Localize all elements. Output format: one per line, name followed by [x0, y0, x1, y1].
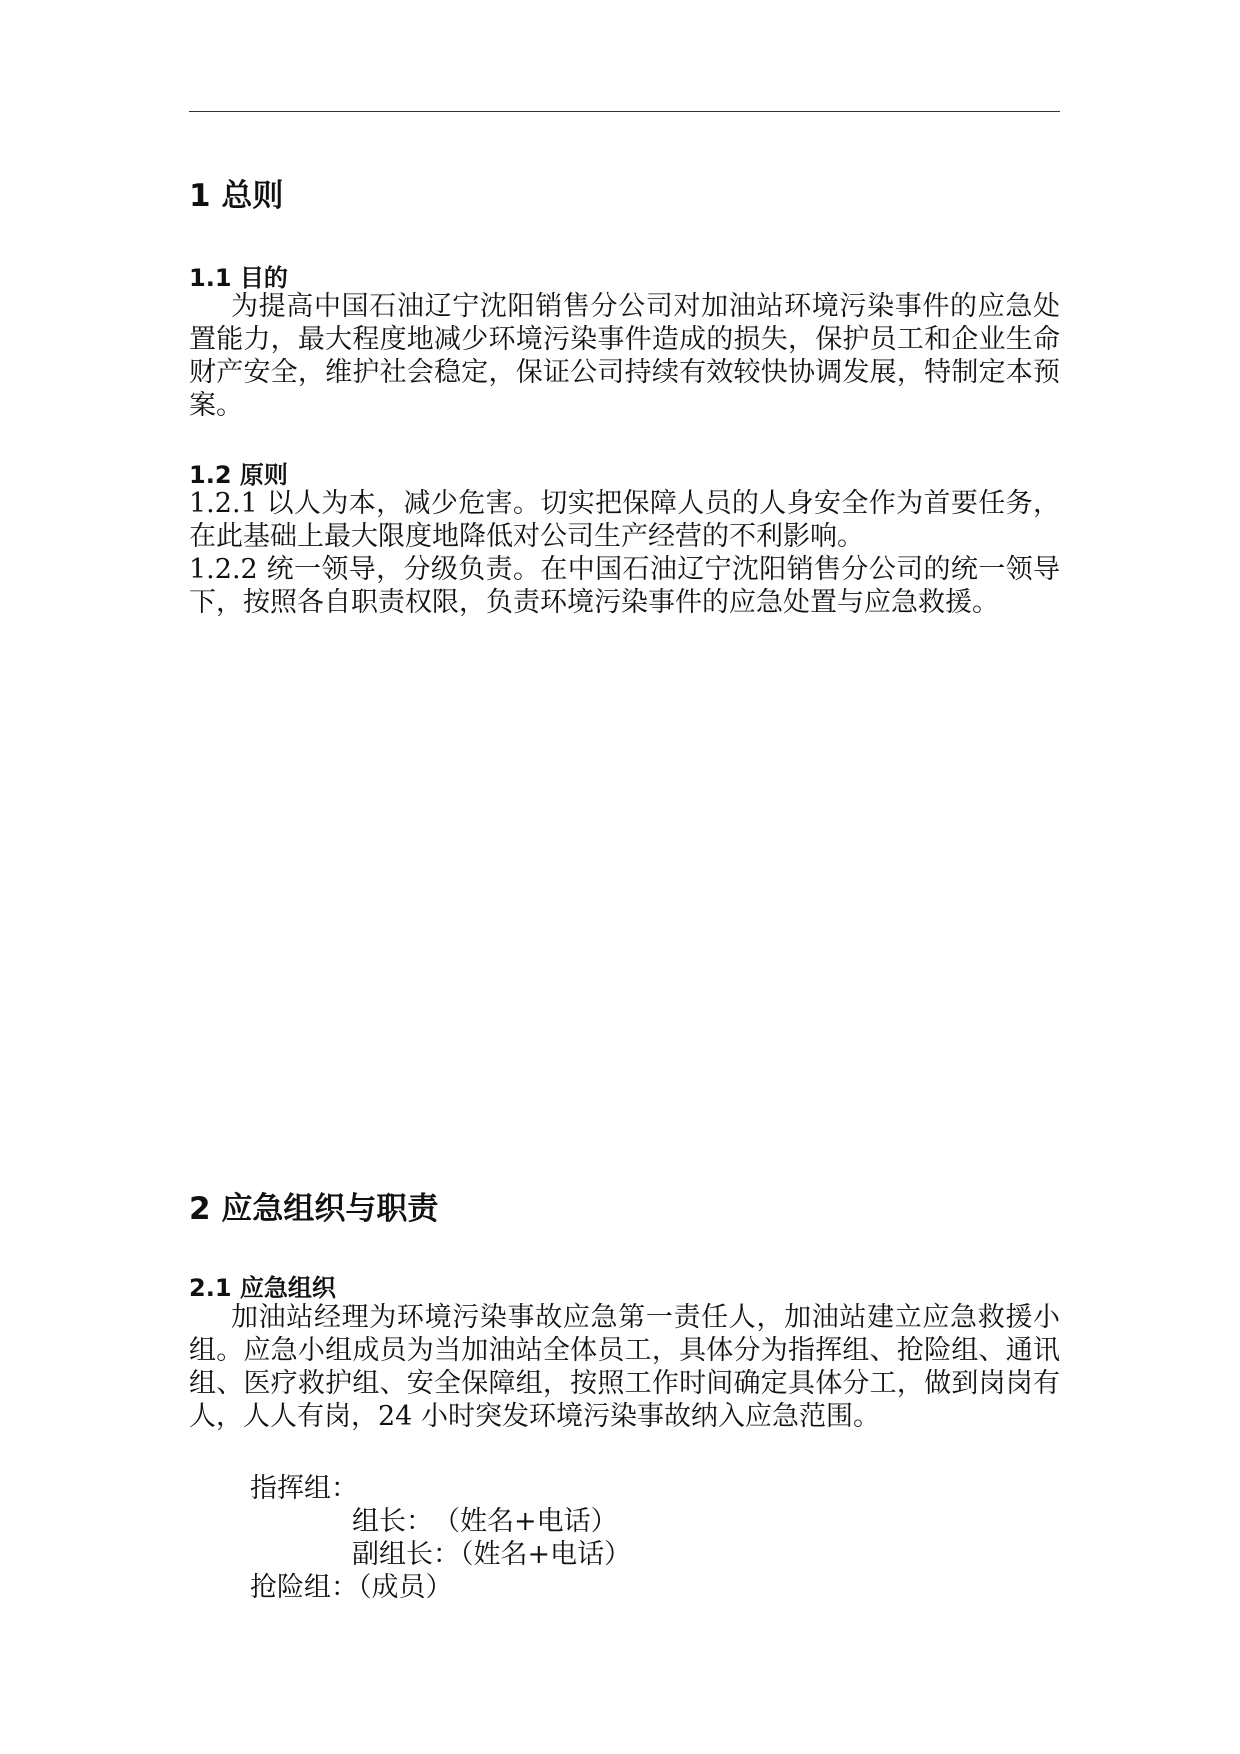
section-2-title: 2 应急组织与职责: [189, 1191, 439, 1227]
principle-item-2: 1.2.2 统一领导，分级负责。在中国石油辽宁沈阳销售分公司的统一领导下，按照各自职责权限，负责环境污染事件的应急处置与应急救援。: [189, 554, 1060, 618]
rescue-group-line: 抢险组：（成员）: [250, 1572, 453, 1603]
section-1-1-body: 为提高中国石油辽宁沈阳销售分公司对加油站环境污染事件的应急处置能力，最大程度地减少环境污染事件造成的损失，保护员工和企业生命财产安全，维护社会稳定，保证公司持续有效较快协调发展，特制定本预案。: [189, 291, 1060, 421]
principle-item-1: 1.2.1 以人为本，减少危害。切实把保障人员的人身安全作为首要任务，在此基础上最大限度地降低对公司生产经营的不利影响。: [189, 488, 1060, 552]
section-1-title: 1 总则: [189, 178, 284, 214]
command-group-label: 指挥组：: [250, 1473, 358, 1504]
header-rule: [189, 111, 1060, 112]
section-1-1-heading: 1.1 目的: [189, 264, 288, 292]
section-1-2-heading: 1.2 原则: [189, 461, 288, 489]
group-leader-line: 组长： （姓名+电话）: [352, 1506, 618, 1537]
deputy-leader-line: 副组长：（姓名+电话）: [352, 1539, 632, 1570]
section-2-1-body: 加油站经理为环境污染事故应急第一责任人，加油站建立应急救援小组。应急小组成员为当加油站全体员工，具体分为指挥组、抢险组、通讯组、医疗救护组、安全保障组，按照工作时间确定具体分工，做到岗岗有人，人人有岗，24 小时突发环境污染事故纳入应急范围。: [189, 1302, 1060, 1432]
section-2-1-heading: 2.1 应急组织: [189, 1274, 336, 1302]
